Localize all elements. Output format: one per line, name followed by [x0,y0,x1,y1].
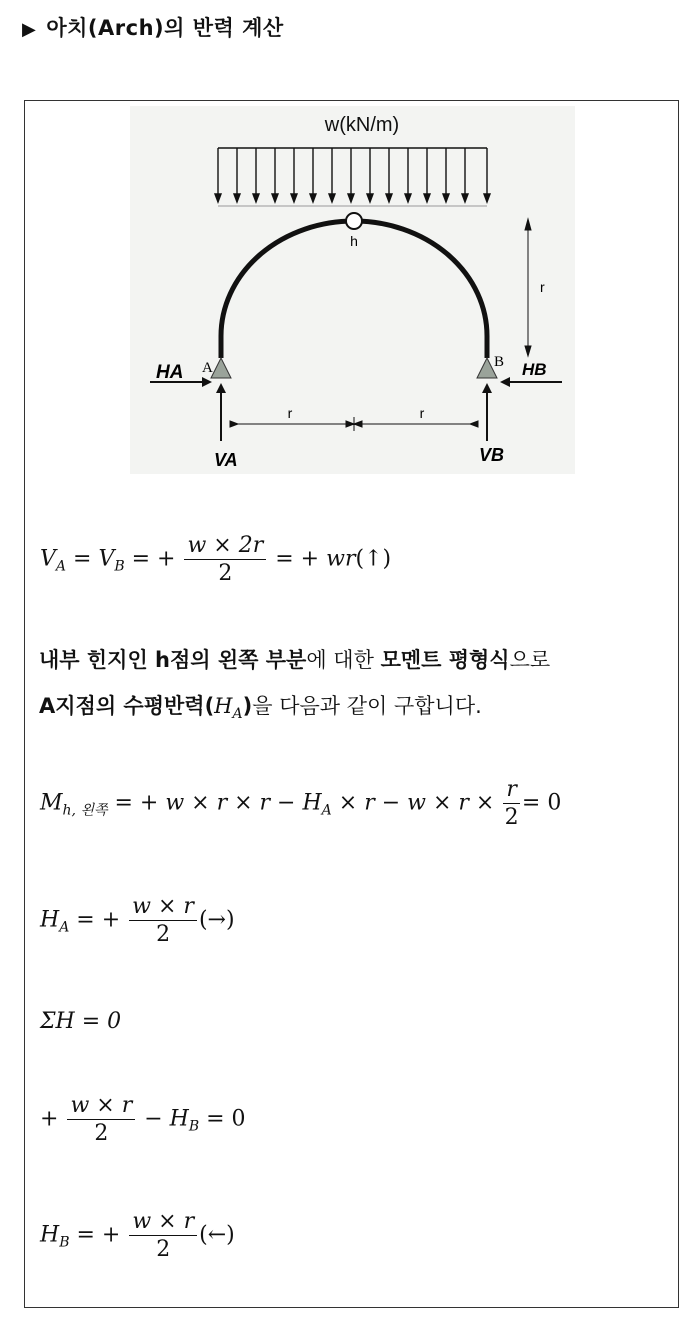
arch-diagram [130,106,575,474]
title-text: 아치(Arch)의 반력 계산 [46,16,284,40]
hb-label: HB [522,360,547,379]
page-title [22,12,284,42]
explanation-paragraph: 내부 힌지인 h점의 왼쪽 부분에 대한 모멘트 평형식으로 A지점의 수평반력$(H_A)$을 다음과 같이 구합니다. [39,648,551,722]
equation-sum-h: ΣH = 0 [40,1009,122,1034]
equation-ha: $H_A$ = + $\frac{w \times r}{2}$ (→) [40,894,235,947]
ha-label: HA [156,362,184,383]
figure-background [130,106,575,474]
support-a-label: A [202,360,213,376]
content-box [24,100,679,1308]
r-vertical-label: r [540,279,545,295]
equation-moment: $M_{h, 왼쪽}$ = + $w \times r \times r - H_A \times r - w \times r$ × $\frac{r}{2}$ = 0 [40,777,562,830]
hinge-h [346,213,362,229]
va-label: VA [214,450,238,470]
load-label: w(kN/m) [324,114,400,136]
r-right-label: r [419,405,425,421]
triangle-bullet-icon: ▶ [22,19,37,40]
hinge-label: h [350,233,358,249]
equation-hb: $H_B$ = + $\frac{w \times r}{2}$ (←) [40,1209,235,1262]
equation-vertical-reactions: $V_A = V_B$ = + $\frac{w \times 2r}{2}$ = + wr(↑) [40,533,392,586]
equation-horizontal-balance: + $\frac{w \times r}{2}$ − $H_B = 0$ [40,1093,246,1146]
vb-label: VB [479,445,505,465]
support-b-label: B [494,354,505,370]
r-left-label: r [287,405,293,421]
